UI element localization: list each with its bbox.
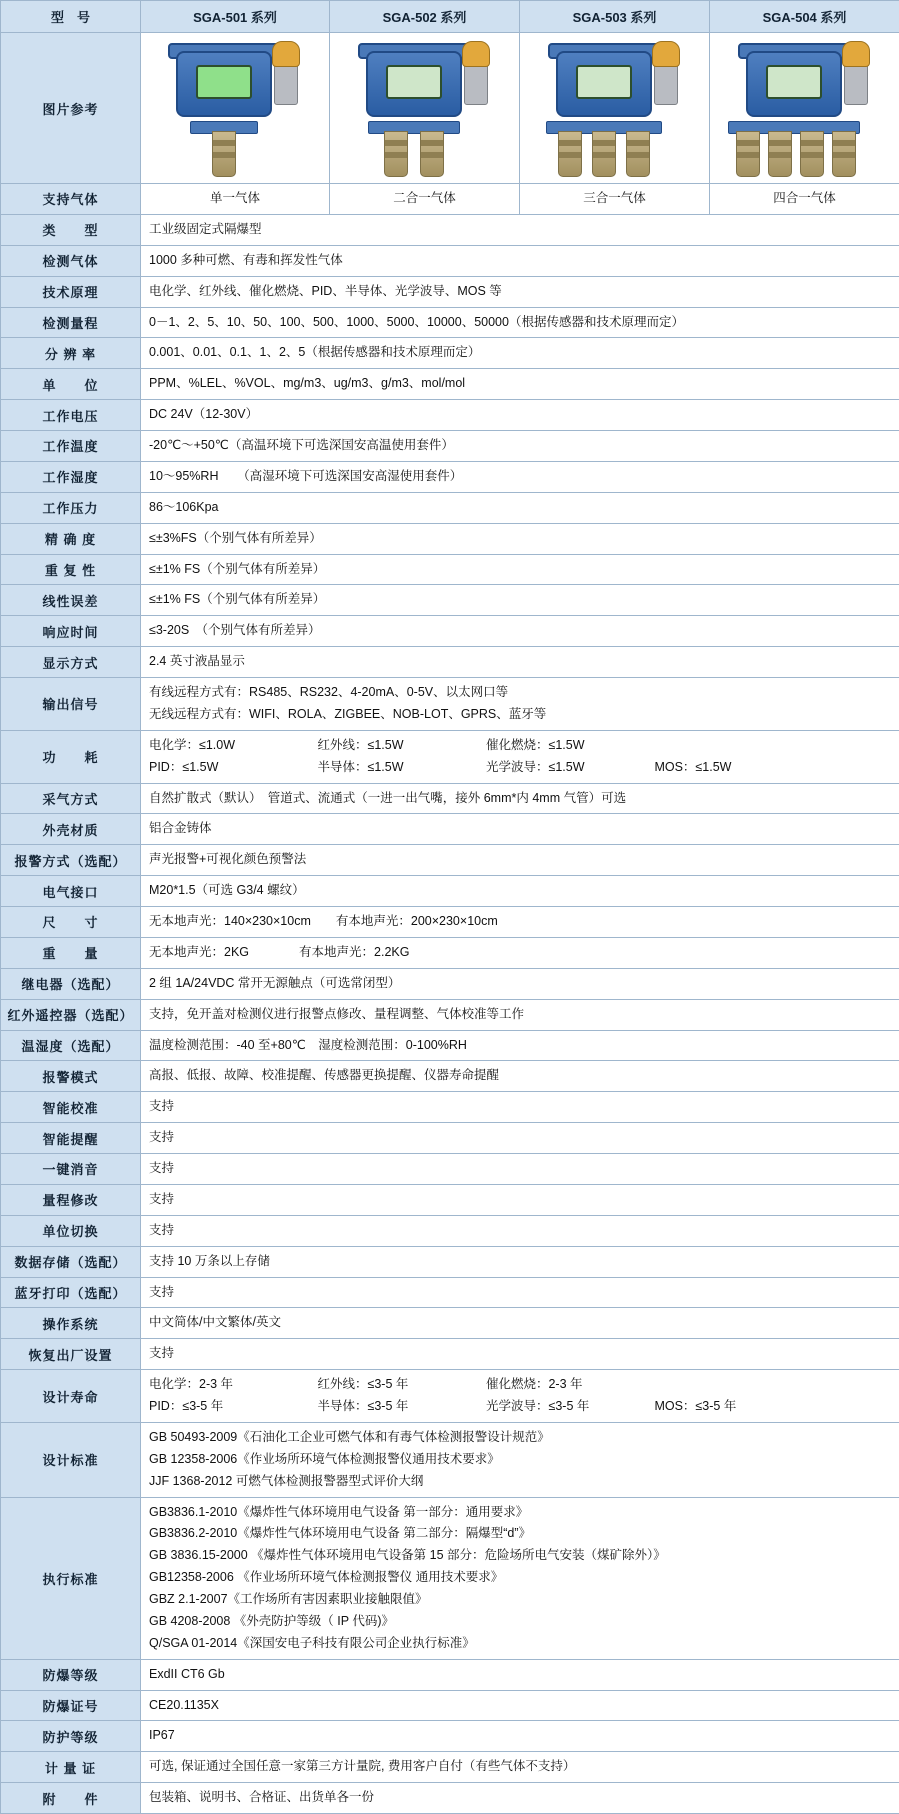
row-value: 2.4 英寸液晶显示 (141, 647, 899, 678)
row-label: 数据存储（选配） (1, 1246, 141, 1277)
row-value: 无本地声光：2KG 有本地声光：2.2KG (141, 937, 899, 968)
execution-standard-line: GB12358-2006 《作业场所环境气体检测报警仪 通用技术要求》 (149, 1567, 891, 1589)
table-row (1, 876, 899, 907)
table-row (1, 1154, 899, 1185)
model-503: SGA-503 系列 (520, 1, 710, 33)
power-pid: PID：≤1.5W (149, 757, 314, 779)
row-value: M20*1.5（可选 G3/4 螺纹） (141, 876, 899, 907)
row-label-execution-standard: 执行标准 (1, 1497, 141, 1659)
gas-support-502: 二合一气体 (330, 184, 520, 215)
life-mos: MOS：≤3-5 年 (654, 1396, 736, 1418)
product-image-501 (141, 33, 330, 184)
row-value: 中文简体/中文繁体/英文 (141, 1308, 899, 1339)
model-504: SGA-504 系列 (710, 1, 899, 33)
table-row (1, 937, 899, 968)
row-value: DC 24V（12-30V） (141, 400, 899, 431)
power-infrared: 红外线：≤1.5W (317, 735, 482, 757)
row-label: 防爆等级 (1, 1659, 141, 1690)
row-value-lifespan (141, 1370, 899, 1423)
life-catalytic: 催化燃烧：2-3 年 (486, 1374, 583, 1396)
table-row (1, 1246, 899, 1277)
product-image-502 (330, 33, 520, 184)
row-value: 支持 (141, 1277, 899, 1308)
row-value: 支持 (141, 1092, 899, 1123)
detector-illustration-4 (720, 37, 890, 179)
design-standard-line: JJF 1368-2012 可燃气体检测报警器型式评价大纲 (149, 1471, 891, 1493)
detector-illustration-2 (340, 37, 510, 179)
table-row (1, 1277, 899, 1308)
row-value: -20℃～+50℃（高温环境下可选深国安高温使用套件） (141, 431, 899, 462)
row-label: 防爆证号 (1, 1690, 141, 1721)
execution-standard-line: GB3836.2-2010《爆炸性气体环境用电气设备 第二部分：隔爆型“d”》 (149, 1523, 891, 1545)
table-row (1, 369, 899, 400)
table-row (1, 307, 899, 338)
row-value-output-signal (141, 678, 899, 731)
row-value: CE20.1135X (141, 1690, 899, 1721)
row-label-lifespan: 设计寿命 (1, 1370, 141, 1423)
row-label-output-signal: 输出信号 (1, 678, 141, 731)
row-label: 检测量程 (1, 307, 141, 338)
model-501: SGA-501 系列 (141, 1, 330, 33)
row-value: 支持，免开盖对检测仪进行报警点修改、量程调整、气体校准等工作 (141, 999, 899, 1030)
row-value: ≤3-20S （个别气体有所差异） (141, 616, 899, 647)
row-value: 0.001、0.01、0.1、1、2、5（根据传感器和技术原理而定） (141, 338, 899, 369)
row-label: 工作湿度 (1, 461, 141, 492)
row-label: 一键消音 (1, 1154, 141, 1185)
table-row (1, 1184, 899, 1215)
row-label: 电气接口 (1, 876, 141, 907)
table-row (1, 214, 899, 245)
row-value: IP67 (141, 1721, 899, 1752)
row-value-design-standard (141, 1422, 899, 1497)
row-label: 量程修改 (1, 1184, 141, 1215)
row-label: 技术原理 (1, 276, 141, 307)
power-electrochemical: 电化学：≤1.0W (149, 735, 314, 757)
detector-illustration-1 (150, 37, 320, 179)
life-optical-waveguide: 光学波导：≤3-5 年 (486, 1396, 651, 1418)
table-row (1, 554, 899, 585)
row-label: 操作系统 (1, 1308, 141, 1339)
row-value: 铝合金铸体 (141, 814, 899, 845)
row-label: 重 量 (1, 937, 141, 968)
row-value: 支持 (141, 1215, 899, 1246)
life-semiconductor: 半导体：≤3-5 年 (317, 1396, 482, 1418)
row-value: 高报、低报、故障、校准提醒、传感器更换提醒、仪器寿命提醒 (141, 1061, 899, 1092)
row-label: 报警模式 (1, 1061, 141, 1092)
execution-standard-line: GB3836.1-2010《爆炸性气体环境用电气设备 第一部分：通用要求》 (149, 1502, 891, 1524)
table-row-gas-support (1, 184, 899, 215)
table-row-design-standard (1, 1422, 899, 1497)
row-label: 类 型 (1, 214, 141, 245)
table-row (1, 1339, 899, 1370)
table-row (1, 492, 899, 523)
row-label: 报警方式（选配） (1, 845, 141, 876)
row-value: ≤±1% FS（个别气体有所差异） (141, 554, 899, 585)
row-value: 温度检测范围：-40 至+80℃ 湿度检测范围：0-100%RH (141, 1030, 899, 1061)
power-mos: MOS：≤1.5W (654, 757, 731, 779)
row-value: 声光报警+可视化颜色预警法 (141, 845, 899, 876)
row-label: 外壳材质 (1, 814, 141, 845)
row-value-execution-standard (141, 1497, 899, 1659)
product-image-504 (710, 33, 899, 184)
table-row (1, 276, 899, 307)
design-standard-line: GB 12358-2006《作业场所环境气体检测报警仪通用技术要求》 (149, 1449, 891, 1471)
table-row (1, 1030, 899, 1061)
row-value: 1000 多种可燃、有毒和挥发性气体 (141, 245, 899, 276)
table-row (1, 616, 899, 647)
product-image-503 (520, 33, 710, 184)
row-label: 继电器（选配） (1, 968, 141, 999)
row-label: 红外遥控器（选配） (1, 999, 141, 1030)
table-row (1, 1783, 899, 1814)
execution-standard-line: GBZ 2.1-2007《工作场所有害因素职业接触限值》 (149, 1589, 891, 1611)
row-label: 线性误差 (1, 585, 141, 616)
table-row (1, 968, 899, 999)
row-label: 恢复出厂设置 (1, 1339, 141, 1370)
life-electrochemical: 电化学：2-3 年 (149, 1374, 314, 1396)
execution-standard-line: GB 3836.15-2000 《爆炸性气体环境用电气设备第 15 部分：危险场所电气安装（煤矿除外）》 (149, 1545, 891, 1567)
row-value: ≤±3%FS（个别气体有所差异） (141, 523, 899, 554)
table-row (1, 523, 899, 554)
table-row (1, 1092, 899, 1123)
row-value: 包装箱、说明书、合格证、出货单各一份 (141, 1783, 899, 1814)
row-label: 显示方式 (1, 647, 141, 678)
detector-illustration-3 (530, 37, 700, 179)
design-standard-line: GB 50493-2009《石油化工企业可燃气体和有毒气体检测报警设计规范》 (149, 1427, 891, 1449)
row-label: 精 确 度 (1, 523, 141, 554)
table-row (1, 999, 899, 1030)
gas-support-504: 四合一气体 (710, 184, 899, 215)
table-row (1, 783, 899, 814)
table-row (1, 1752, 899, 1783)
row-value: 支持 (141, 1339, 899, 1370)
gas-support-501: 单一气体 (141, 184, 330, 215)
row-label-model: 型 号 (1, 1, 141, 33)
table-row-execution-standard (1, 1497, 899, 1659)
row-label: 分 辨 率 (1, 338, 141, 369)
table-row (1, 431, 899, 462)
row-value: 支持 (141, 1154, 899, 1185)
life-pid: PID：≤3-5 年 (149, 1396, 314, 1418)
output-wired: 有线远程方式有：RS485、RS232、4-20mA、0-5V、以太网口等 (149, 682, 891, 704)
row-value: 支持 (141, 1123, 899, 1154)
row-value: 电化学、红外线、催化燃烧、PID、半导体、光学波导、MOS 等 (141, 276, 899, 307)
row-value: 工业级固定式隔爆型 (141, 214, 899, 245)
row-label: 附 件 (1, 1783, 141, 1814)
row-value: 可选, 保证通过全国任意一家第三方计量院, 费用客户自付（有些气体不支持） (141, 1752, 899, 1783)
row-label-gas-support: 支持气体 (1, 184, 141, 215)
table-row (1, 1659, 899, 1690)
row-label: 工作压力 (1, 492, 141, 523)
row-value: 86～106Kpa (141, 492, 899, 523)
table-row (1, 1061, 899, 1092)
row-value: 支持 (141, 1184, 899, 1215)
gas-support-503: 三合一气体 (520, 184, 710, 215)
row-value: 支持 10 万条以上存储 (141, 1246, 899, 1277)
table-row (1, 461, 899, 492)
row-label: 尺 寸 (1, 907, 141, 938)
table-row (1, 1308, 899, 1339)
row-label: 工作电压 (1, 400, 141, 431)
output-wireless: 无线远程方式有：WIFI、ROLA、ZIGBEE、NOB-LOT、GPRS、蓝牙等 (149, 704, 891, 726)
row-label-power: 功 耗 (1, 730, 141, 783)
row-label: 智能校准 (1, 1092, 141, 1123)
execution-standard-line: GB 4208-2008 《外壳防护等级（ IP 代码)》 (149, 1611, 891, 1633)
table-row (1, 245, 899, 276)
table-row-output-signal (1, 678, 899, 731)
table-row (1, 585, 899, 616)
row-value: 无本地声光：140×230×10cm 有本地声光：200×230×10cm (141, 907, 899, 938)
model-502: SGA-502 系列 (330, 1, 520, 33)
life-infrared: 红外线：≤3-5 年 (317, 1374, 482, 1396)
table-row-images (1, 33, 899, 184)
table-row-lifespan (1, 1370, 899, 1423)
row-label-image-reference: 图片参考 (1, 33, 141, 184)
row-label: 检测气体 (1, 245, 141, 276)
row-label: 防护等级 (1, 1721, 141, 1752)
power-catalytic: 催化燃烧：≤1.5W (486, 735, 585, 757)
row-value: 自然扩散式（默认） 管道式、流通式（一进一出气嘴，接外 6mm*内 4mm 气管）可选 (141, 783, 899, 814)
table-row (1, 1123, 899, 1154)
row-label: 智能提醒 (1, 1123, 141, 1154)
row-label: 单位切换 (1, 1215, 141, 1246)
table-row (1, 1215, 899, 1246)
row-label: 响应时间 (1, 616, 141, 647)
table-row-model (1, 1, 899, 33)
table-row (1, 1690, 899, 1721)
table-row (1, 907, 899, 938)
row-label: 温湿度（选配） (1, 1030, 141, 1061)
row-label: 计 量 证 (1, 1752, 141, 1783)
row-value: 10～95%RH （高湿环境下可选深国安高湿使用套件） (141, 461, 899, 492)
row-label: 工作温度 (1, 431, 141, 462)
table-row-power (1, 730, 899, 783)
row-label: 蓝牙打印（选配） (1, 1277, 141, 1308)
row-label: 单 位 (1, 369, 141, 400)
row-label: 重 复 性 (1, 554, 141, 585)
row-value: ExdII CT6 Gb (141, 1659, 899, 1690)
row-label: 采气方式 (1, 783, 141, 814)
power-semiconductor: 半导体：≤1.5W (317, 757, 482, 779)
table-row (1, 647, 899, 678)
row-value-power (141, 730, 899, 783)
table-row (1, 1721, 899, 1752)
row-value: 2 组 1A/24VDC 常开无源触点（可选常闭型） (141, 968, 899, 999)
table-row (1, 338, 899, 369)
row-label-design-standard: 设计标准 (1, 1422, 141, 1497)
row-value: ≤±1% FS（个别气体有所差异） (141, 585, 899, 616)
table-row (1, 845, 899, 876)
table-row (1, 814, 899, 845)
table-row (1, 400, 899, 431)
row-value: 0－1、2、5、10、50、100、500、1000、5000、10000、50000（根据传感器和技术原理而定） (141, 307, 899, 338)
execution-standard-line: Q/SGA 01-2014《深国安电子科技有限公司企业执行标准》 (149, 1633, 891, 1655)
power-optical-waveguide: 光学波导：≤1.5W (486, 757, 651, 779)
row-value: PPM、%LEL、%VOL、mg/m3、ug/m3、g/m3、mol/mol (141, 369, 899, 400)
